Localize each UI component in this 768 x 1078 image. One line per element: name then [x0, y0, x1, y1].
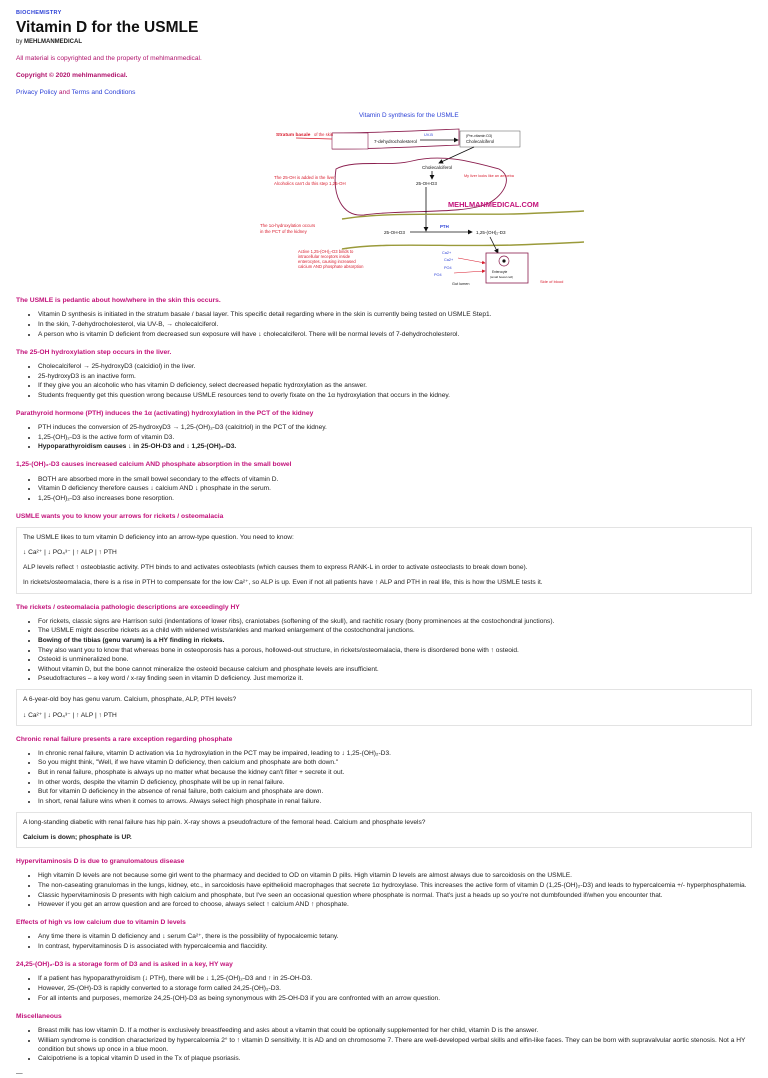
list-item: • 1,25-(OH)₂-D3 is the active form of vitamin D3. [38, 433, 752, 442]
skin-cell [332, 133, 368, 149]
list-storage [16, 974, 752, 1002]
list-item: • Pseudofractures – a key word / x-ray finding seen in vitamin D deficiency. Just memorize it. [38, 674, 752, 683]
receptor [502, 260, 505, 263]
oh125-d3-label: 1,25-(OH)₂-D3 [476, 230, 506, 236]
cholecalciferol-top: Cholecalciferol [466, 139, 495, 145]
list-item: • Bowing of the tibias (genu varum) is a HY finding in rickets. [38, 636, 752, 645]
list-rickets [16, 617, 752, 684]
list-item: • Cholecalciferol → 25-hydroxyD3 (calcidiol) in the liver. [38, 362, 752, 371]
list-item: • In other words, despite the vitamin D deficiency, phosphate will be up in renal failure. [38, 778, 752, 787]
list-hypervitaminosis [16, 871, 752, 909]
list-item: • A person who is vitamin D deficient from decreased sun exposure will have ↓ cholecalciferol. There will be normal levels of 7-dehydrocholesterol. [38, 330, 752, 339]
diagram-title: Vitamin D synthesis for the USMLE [359, 112, 459, 120]
arrows-values: ↓ Ca²⁺ | ↓ PO₄³⁻ | ↑ ALP | ↑ PTH [23, 549, 117, 557]
diagram-watermark: MEHLMANMEDICAL.COM [448, 200, 539, 210]
absorption-arrow-1 [458, 258, 485, 263]
stratum-label: Stratum basale [276, 133, 311, 139]
active-note-2: intracellular receptors inside [298, 254, 351, 260]
list-item: • PTH induces the conversion of 25-hydroxyD3 → 1,25-(OH)₂-D3 (calcitriol) in the PCT of the kidney. [38, 423, 752, 432]
list-item: • Vitamin D deficiency therefore causes ↓ calcium AND ↓ phosphate in the serum. [38, 484, 752, 493]
article [16, 10, 752, 1078]
heading-storage: 24,25-(OH)₂-D3 is a storage form of D3 and is asked in a key, HY way [16, 961, 233, 969]
po-label-2: PO4 [434, 273, 442, 278]
ca-label-1: Ca2+ [442, 251, 452, 256]
end-mark: — [16, 1070, 23, 1078]
stratum-suffix: of the skin [314, 132, 334, 138]
arrows-alp-note: ALP levels reflect ↑ osteoblastic activity. PTH binds to and activates osteoblasts (which causes them to express RANK-L in order to activate osteoclasts to break down bone). [23, 564, 528, 572]
stratum-pointer [296, 138, 332, 139]
list-item: • Vitamin D synthesis is initiated in the stratum basale / basal layer. This specific detail regarding where in the skin is currently being tested on USMLE Step1. [38, 310, 752, 319]
list-item: • So you might think, "Well, if we have vitamin D deficiency, then calcium and phosphate are both down." [38, 758, 752, 767]
diagram-svg [214, 111, 584, 287]
arrows-rickets-note: In rickets/osteomalacia, there is a rise in PTH to compensate for the low Ca²⁺, so ALP is up. Even if not all patients have ↑ ALP and PTH in real life, this is how the USMLE tests it. [23, 579, 543, 587]
enterocyte-label: Enterocyte [492, 270, 508, 275]
list-item: • Osteoid is unmineralized bone. [38, 655, 752, 664]
privacy-policy-link[interactable]: Privacy Policy [16, 89, 58, 97]
kidney-top-line [342, 211, 584, 219]
copyright-notice: All material is copyrighted and the property of mehlmanmedical. [16, 54, 202, 62]
cholecalciferol-label: Cholecalciferol [422, 165, 453, 171]
list-calcium-effects [16, 932, 752, 951]
dehydro-label: 7-dehydrocholesterol [374, 139, 417, 145]
vitamin-d-diagram [214, 111, 584, 287]
list-item: • If a patient has hypoparathyroidism (↓ PTH), there will be ↓ 1,25-(OH)₂-D3 and ↑ in 25-OH-D3. [38, 974, 752, 983]
list-item: • In short, renal failure wins when it comes to arrows. Always select high phosphate in renal failure. [38, 797, 752, 806]
oh25-d3-label: 25-OH-D3 [416, 181, 437, 187]
author-link[interactable]: MEHLMANMEDICAL [24, 38, 83, 45]
list-item: • High vitamin D levels are not because some girl went to the pharmacy and decided to OD on vitamin D pills. High vitamin D levels are almost always due to sarcoidosis on the USMLE. [38, 871, 752, 880]
list-item: • For all intents and purposes, memorize 24,25-(OH)-D3 as being synonymous with 25-OH-D3 if you are confronted with an arrow question. [38, 994, 752, 1003]
list-item: • If they give you an alcoholic who has vitamin D deficiency, select decreased hepatic hydroxylation as the answer. [38, 381, 752, 390]
list-renal [16, 749, 752, 806]
list-item: • Classic hypervitaminosis D presents with high calcium and phosphate, but I've seen an occasional question where phosphate is normal. That's just a heads up so you're not dumbfounded if/when you encounter that. [38, 891, 752, 900]
heading-calcium-effects: Effects of high vs low calcium due to vitamin D levels [16, 919, 186, 927]
arrows-intro: The USMLE likes to turn vitamin D deficiency into an arrow-type question. You need to know: [23, 534, 294, 542]
active-note-4: calcium AND phosphate absorption [298, 264, 364, 270]
active-note-1: Active 1,25-(OH)₂-D3 binds to [298, 249, 354, 255]
list-absorption [16, 475, 752, 503]
list-item: • For rickets, classic signs are Harrison sulci (indentations of lower ribs), craniotabes (softening of the skull), and rachitic rosary (bony prominences at the costochondral junctions). [38, 617, 752, 626]
list-item: • Without vitamin D, but the bone cannot mineralize the osteoid because calcium and phosphate levels are insufficient. [38, 665, 752, 674]
heading-skin: The USMLE is pedantic about how/where in the skin this occurs. [16, 297, 221, 305]
heading-misc: Miscellaneous [16, 1012, 62, 1020]
po-label-1: PO4 [444, 266, 452, 271]
liver-right-note: My liver looks like an amoeba [464, 174, 514, 179]
list-pth [16, 423, 752, 451]
to-liver-arrow [439, 147, 474, 163]
list-item: • The USMLE might describe rickets as a child with widened wrists/ankles and marked enlargement of the costochondral junctions. [38, 626, 752, 635]
side-blood-label: Side of blood [540, 279, 564, 285]
list-skin [16, 310, 752, 338]
list-item: • Students frequently get this question wrong because USMLE resources tend to overly fixate on the 1α hydroxylation that occurs in the kidney. [38, 391, 752, 400]
category-label[interactable]: BIOCHEMISTRY [16, 10, 62, 16]
list-item: • In contrast, hypervitaminosis D is associated with hypercalcemia and flaccidity. [38, 942, 752, 951]
copyright-year: Copyright © 2020 mehlmanmedical. [16, 71, 128, 79]
byline [16, 38, 752, 46]
active-note-3: enterocytes, causing increased [298, 259, 356, 265]
heading-liver: The 25-OH hydroxylation step occurs in the liver. [16, 348, 172, 356]
list-item: • William syndrome is condition characterized by hypercalcemia 2° to ↑ vitamin D sensitivity. It is AD and on chromosome 7. There are well-developed verbal skills and elfin-like faces. They can be born with supravalvular aortic stenosis. Not a HY condition but shows up once in a blue moon. [38, 1036, 752, 1054]
list-item: • Calcipotriene is a topical vitamin D used in the Tx of plaque psoriasis. [38, 1054, 752, 1063]
list-item: • The non-caseating granulomas in the lungs, kidney, etc., in sarcoidosis have epithelioid macrophages that secrete 1α hydroxylase. This increases the active form of vitamin D (1,25-(OH)₂-D3) and leads to hypercalcemia +/- hyperphosphatemia. [38, 881, 752, 890]
policy-links [16, 88, 752, 97]
rickets-answer: ↓ Ca²⁺ | ↓ PO₄³⁻ | ↑ ALP | ↑ PTH [23, 711, 117, 719]
liver-note-2: Alcoholics can't do this step 1,25-OH [274, 181, 346, 187]
arrows-box [16, 527, 752, 593]
heading-absorption: 1,25-(OH)₂-D3 causes increased calcium AND phosphate absorption in the small bowel [16, 461, 292, 469]
uvb-label: UV-B [424, 133, 433, 138]
renal-question: A long-standing diabetic with renal failure has hip pain. X-ray shows a pseudofracture of the femoral head. Calcium and phosphate levels? [23, 818, 426, 826]
oh25-d3-b-label: 25-OH-D3 [384, 230, 405, 236]
list-item: • However if you get an arrow question and are forced to choose, always select ↑ calcium AND ↑ phosphate. [38, 900, 752, 909]
byline-prefix: by [16, 38, 23, 45]
heading-pth: Parathyroid hormone (PTH) induces the 1α (activating) hydroxylation in the PCT of the kidney [16, 409, 314, 417]
ca-label-2: Ca2+ [444, 258, 454, 263]
list-item: • But for vitamin D deficiency in the absence of renal failure, both calcium and phosphate are down. [38, 787, 752, 796]
rickets-question-box [16, 689, 752, 725]
terms-link[interactable]: Terms and Conditions [71, 89, 136, 97]
small-bowel-label: (small bowel cell) [490, 275, 514, 280]
heading-rickets: The rickets / osteomalacia pathologic descriptions are exceedingly HY [16, 603, 240, 611]
list-item: • BOTH are absorbed more in the small bowel secondary to the effects of vitamin D. [38, 475, 752, 484]
list-item: • However, 25-(OH)-D3 is rapidly converted to a storage form called 24,25-(OH)₂-D3. [38, 984, 752, 993]
list-item: • In the skin, 7-dehydrocholesterol, via UV-B, → cholecalciferol. [38, 320, 752, 329]
heading-arrows: USMLE wants you to know your arrows for rickets / osteomalacia [16, 512, 224, 520]
list-item: • They also want you to know that whereas bone in osteoporosis has a porous, hollowed-out structure, in rickets/osteomalacia, there is disordered bone with ↑ osteoid. [38, 646, 752, 655]
renal-answer: Calcium is down; phosphate is UP. [23, 834, 132, 842]
list-item: • 25-hydroxyD3 is an inactive form. [38, 372, 752, 381]
heading-hypervitaminosis: Hypervitaminosis D is due to granulomatous disease [16, 858, 185, 866]
list-item: • 1,25-(OH)₂-D3 also increases bone resorption. [38, 494, 752, 503]
liver-note-1: The 25-OH is added in the liver. [274, 175, 336, 181]
kidney-note-1: The 1α-hydroxylation occurs [260, 223, 316, 229]
heading-renal: Chronic renal failure presents a rare exception regarding phosphate [16, 735, 233, 743]
list-item: • In chronic renal failure, vitamin D activation via 1α hydroxylation in the PCT may be impaired, leading to ↓ 1,25-(OH)₂-D3. [38, 749, 752, 758]
rickets-question: A 6-year-old boy has genu varum. Calcium, phosphate, ALP, PTH levels? [23, 696, 237, 704]
renal-question-box [16, 812, 752, 848]
kidney-bottom-line [342, 242, 584, 249]
pth-label: PTH [440, 224, 449, 230]
absorption-arrow-2 [454, 271, 485, 273]
list-item: • Any time there is vitamin D deficiency and ↓ serum Ca²⁺, there is the possibility of hypocalcemic tetany. [38, 932, 752, 941]
page-title: Vitamin D for the USMLE [16, 18, 199, 36]
list-item: • But in renal failure, phosphate is always up no matter what because the kidney can't filter + secrete it out. [38, 768, 752, 777]
links-and: and [58, 89, 70, 97]
list-item: • Hypoparathyroidism causes ↓ in 25-OH-D3 and ↓ 1,25-(OH)₂-D3. [38, 442, 752, 451]
precholecalciferol-note: (Pre-vitamin D3) [466, 134, 493, 139]
kidney-note-2: in the PCT of the kidney [260, 229, 307, 235]
list-misc [16, 1026, 752, 1063]
list-item: • Breast milk has low vitamin D. If a mother is exclusively breastfeeding and asks about a vitamin that could be optionally supplemented for her child, vitamin D is the answer. [38, 1026, 752, 1035]
list-liver [16, 362, 752, 400]
gut-lumen-label: Gut lumen [452, 282, 470, 287]
